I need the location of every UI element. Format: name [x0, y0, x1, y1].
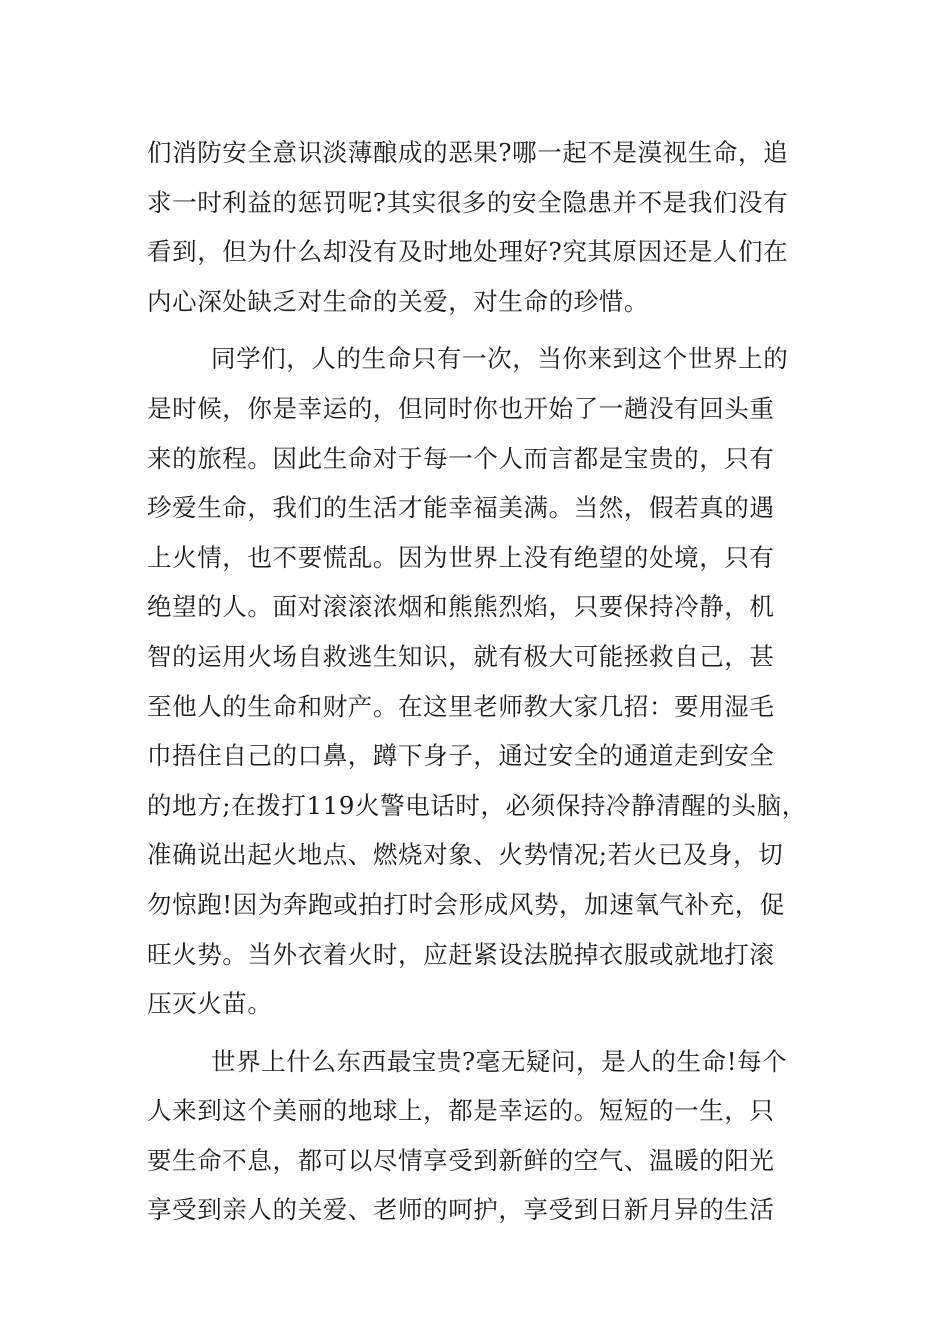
- text-line: 的地方;在拨打119火警电话时，必须保持冷静清醒的头脑，: [147, 790, 807, 820]
- paragraph-gap: [147, 1029, 807, 1037]
- text-line: 人来到这个美丽的地球上，都是幸运的。短短的一生，只: [147, 1096, 775, 1126]
- text-line: 求一时利益的惩罚呢?其实很多的安全隐患并不是我们没有: [147, 187, 789, 217]
- text-line: 是时候，你是幸运的，但同时你也开始了一趟没有回头重: [147, 393, 775, 423]
- paragraph-gap: [147, 326, 807, 334]
- text-line: 看到，但为什么却没有及时地处理好?究其原因还是人们在: [147, 237, 789, 267]
- text-line: 内心深处缺乏对生命的关爱，对生命的珍惜。: [147, 286, 649, 316]
- text-line: 享受到亲人的关爱、老师的呵护，享受到日新月异的生活: [147, 1195, 775, 1225]
- text-line: 压灭火苗。: [147, 989, 273, 1019]
- text-line: 勿惊跑!因为奔跑或拍打时会形成风势，加速氧气补充，促: [147, 889, 785, 919]
- text-line: 旺火势。当外衣着火时，应赶紧设法脱掉衣服或就地打滚: [147, 939, 775, 969]
- paragraph: [147, 1037, 807, 1235]
- text-line: 巾捂住自己的口鼻，蹲下身子，通过安全的通道走到安全: [147, 741, 775, 771]
- text-line: 至他人的生命和财产。在这里老师教大家几招：要用湿毛: [147, 691, 775, 721]
- paragraph: [147, 128, 807, 326]
- text-line: 上火情，也不要慌乱。因为世界上没有绝望的处境，只有: [147, 542, 775, 572]
- text-line: 智的运用火场自救逃生知识，就有极大可能拯救自己，甚: [147, 641, 775, 671]
- document-body: [147, 128, 807, 1235]
- text-line: 要生命不息，都可以尽情享受到新鲜的空气、温暖的阳光: [147, 1145, 775, 1175]
- text-line: 珍爱生命，我们的生活才能幸福美满。当然，假若真的遇: [147, 493, 775, 523]
- text-line: 同学们，人的生命只有一次，当你来到这个世界上的: [211, 344, 789, 374]
- paragraph: [147, 334, 807, 1028]
- text-line: 们消防安全意识淡薄酿成的恶果?哪一起不是漠视生命，追: [147, 138, 789, 167]
- text-line: 准确说出起火地点、燃烧对象、火势情况;若火已及身，切: [147, 840, 784, 870]
- text-line: 绝望的人。面对滚滚浓烟和熊熊烈焰，只要保持冷静，机: [147, 592, 775, 622]
- text-line: 世界上什么东西最宝贵?毫无疑问，是人的生命!每个: [211, 1046, 788, 1076]
- text-line: 来的旅程。因此生命对于每一个人而言都是宝贵的，只有: [147, 443, 775, 473]
